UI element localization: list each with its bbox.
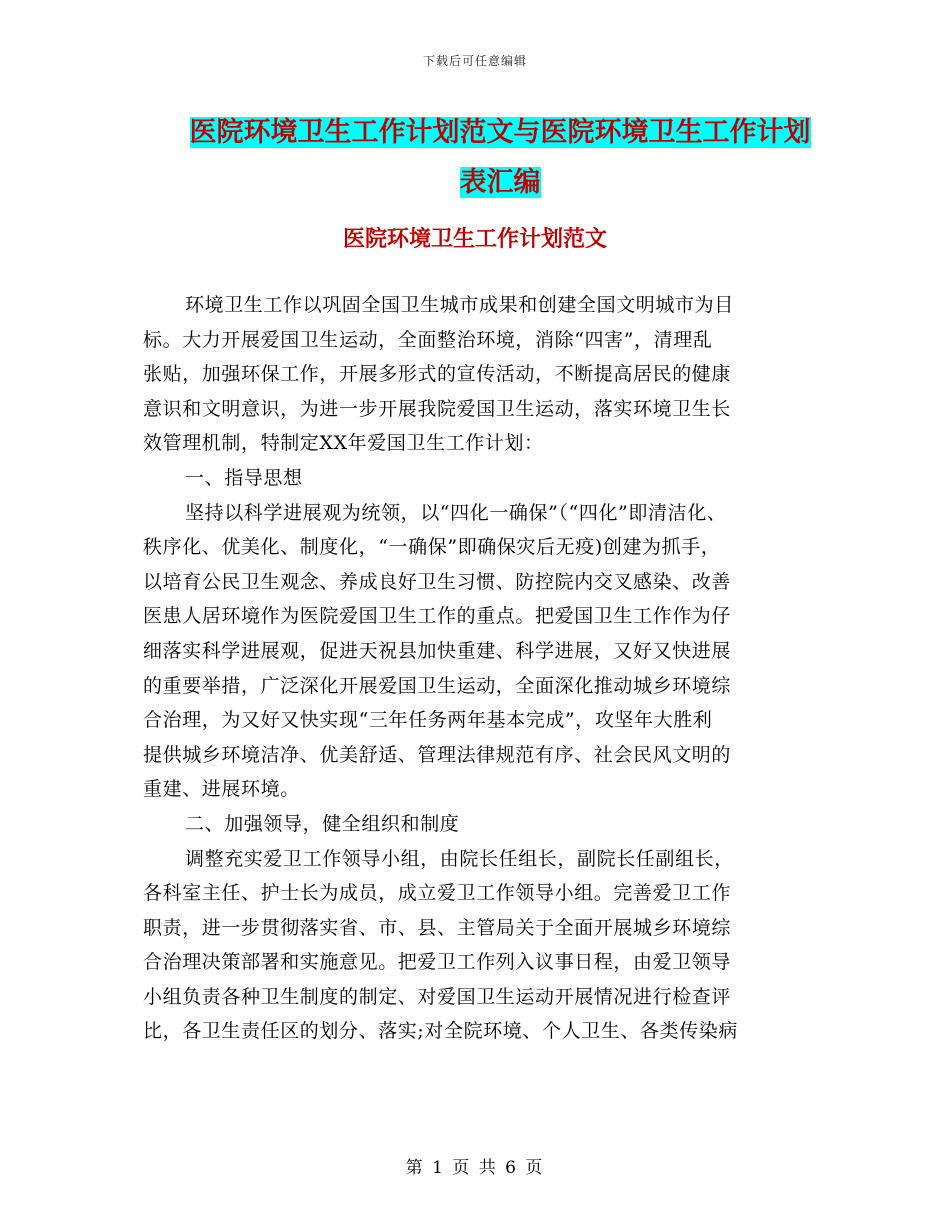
text-line: 医患人居环境作为医院爱国卫生工作的重点。把爱国卫生工作作为仔 bbox=[143, 605, 732, 628]
text-line: 意识和文明意识，为进一步开展我院爱国卫生运动，落实环境卫生长 bbox=[143, 397, 732, 420]
text-line: 小组负责各种卫生制度的制定、对爱国卫生运动开展情况进行检查评 bbox=[143, 985, 732, 1008]
heading-guiding-ideology: 一、指导思想 bbox=[185, 466, 303, 489]
text-line: 合治理，为又好又快实现“三年任务两年基本完成”，攻坚年大胜利 bbox=[143, 709, 713, 732]
text-line: 细落实科学进展观，促进天祝县加快重建、科学进展，又好又快进展 bbox=[143, 639, 732, 662]
heading-leadership: 二、加强领导，健全组织和制度 bbox=[185, 812, 460, 835]
text-line: 比，各卫生责任区的划分、落实;对全院环境、个人卫生、各类传染病 bbox=[143, 1020, 739, 1043]
text-line: 标。大力开展爱国卫生运动，全面整治环境，消除“四害”，清理乱 bbox=[143, 328, 713, 351]
document-title-line-1: 医院环境卫生工作计划范文与医院环境卫生工作计划 bbox=[189, 117, 811, 148]
body-text bbox=[143, 288, 823, 1049]
text-line: 坚持以科学进展观为统领，以“四化一确保”（“四化”即清洁化、 bbox=[185, 501, 727, 524]
text-line: 调整充实爱卫工作领导小组，由院长任组长，副院长任副组长， bbox=[185, 847, 734, 870]
text-line: 合治理决策部署和实施意见。把爱卫工作列入议事日程，由爱卫领导 bbox=[143, 951, 732, 974]
text-line: 提供城乡环境洁净、优美舒适、管理法律规范有序、社会民风文明的 bbox=[143, 743, 732, 766]
text-line: 张贴，加强环保工作，开展多形式的宣传活动，不断提高居民的健康 bbox=[143, 363, 732, 386]
text-line: 效管理机制，特制定XX年爱国卫生工作计划： bbox=[143, 432, 544, 455]
text-line: 环境卫生工作以巩固全国卫生城市成果和创建全国文明城市为目 bbox=[185, 294, 734, 316]
document-title-line-2: 表汇编 bbox=[459, 167, 541, 198]
page-header-note: 下载后可任意编辑 bbox=[422, 54, 527, 68]
text-line: 的重要举措，广泛深化开展爱国卫生运动，全面深化推动城乡环境综 bbox=[143, 674, 732, 697]
text-line: 职责，进一步贯彻落实省、市、县、主管局关于全面开展城乡环境综 bbox=[143, 916, 732, 939]
text-line: 各科室主任、护士长为成员，成立爱卫工作领导小组。完善爱卫工作 bbox=[143, 882, 732, 905]
text-line: 秩序化、优美化、制度化，“一确保”即确保灾后无疫)创建为抓手， bbox=[143, 536, 721, 559]
page-number: 第 1 页 共 6 页 bbox=[405, 1158, 545, 1178]
section-title: 医院环境卫生工作计划范文 bbox=[342, 226, 607, 252]
text-line: 以培育公民卫生观念、养成良好卫生习惯、防控院内交叉感染、改善 bbox=[143, 570, 732, 593]
text-line: 重建、进展环境。 bbox=[143, 778, 300, 801]
document-title bbox=[140, 108, 860, 208]
